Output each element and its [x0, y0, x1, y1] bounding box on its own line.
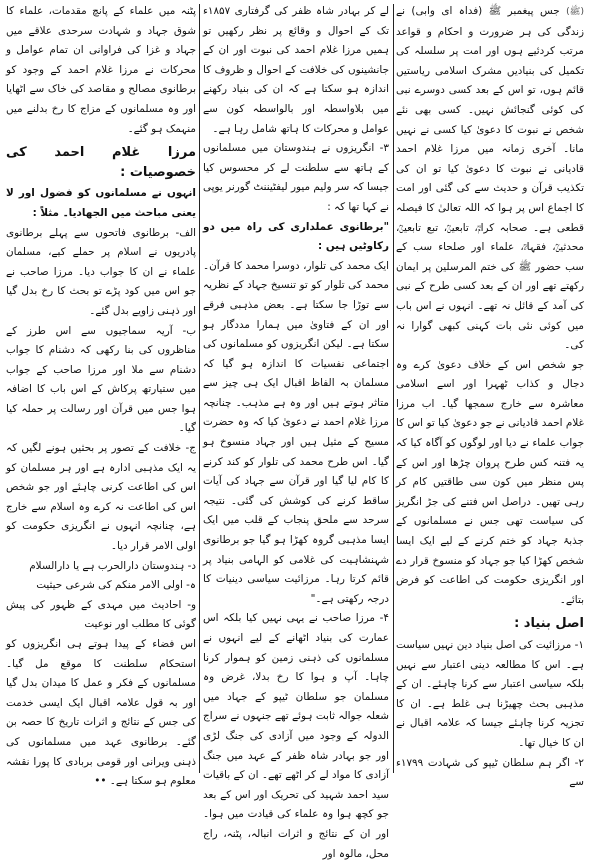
text-column-right — [396, 2, 584, 789]
paragraph: (ﷺ) جس پیغمبر ﷺ (فداہ ای وابی) نے زندگی کی ہر ضرورت و احکام و قواعد مرتب کردئیے ہوں اور امت پر سلسلہ کی تکمیل کی بنیادیں مشرک اسلامی ریاستیں قائم ہوں، تو اس کے بعد کسی دوسرے نبی کی کوئی گنجائش نہیں۔ کسی بھی نئے شخص نے نبوت کا دعویٰ کیا کسی نے نہیں مانا۔ آخری زمانہ میں مرزا غلام احمد قادیانی نے نبوت کا دعویٰ کیا تو ان کی تکذیب قرآن و حدیث سے کی گئی اور امت کا اجماع اس پر ہوا کہ اللہ تعالیٰ کا فیصلہ قطعی ہے۔ صحابہ کرامؓ، تابعینؒ، تبع تابعینؒ، محدثینؒ، فقہاءؒ، علماء اور صلحاء سب کے سب حضور ﷺ کی ختم المرسلین پر ایمان رکھتے تھے اور ان کے بعد کسی طرح کے نبی کی آمد کے قائل نہ تھے۔ انہوں نے اس باب میں کوئی نئی بات کہنی کبھی گوارا نہ کی۔ — [396, 5, 584, 352]
quotation: ایک محمد کی تلوار، دوسرا محمد کا قرآن۔ محمد کی تلوار کو تو تنسیخ جہاد کے نظریہ سے توڑا جا سکتا ہے۔ بعض مذہبی فرقے اور ان کے فتاویٰ میں ہمارا مددگار ہو سکتا ہے۔ لیکن انگریزوں کو مسلمانوں کی اجتماعی نفسیات کا اندازہ ہو گیا کہ مسلمان بہ الفاظ اقبال ایک ہی چیز سے متاثر ہوتے ہیں اور وہ ہے مذہب۔ چنانچہ مرزا غلام احمد نے دعویٰ کیا کہ وہ حضرت مسیح کے مثیل ہیں اور جہاد منسوخ ہو گیا۔ اس طرح محمد کی تلوار کو کند کرنے کا کام لیا گیا اور قرآن سے جہاد کی آیات ساقط کرنے کی کوشش کی گئی۔ نتیجہ سرحد سے ملحق پنجاب کے قلب میں ایک ایسا مذہبی گروہ کھڑا ہو گیا جو برطانوی شہنشاہیت کی غلامی کو الہامی بنیاد پر قائم کرتا رہا۔ مرزائیت سیاسی دینیات کا درجہ رکھتی ہے۔" — [203, 259, 389, 605]
text-column-left — [6, 2, 196, 788]
column-divider — [199, 4, 200, 773]
numbered-point: ۲- اگر ہم سلطان ٹیپو کی شہادت ۱۷۹۹ء سے — [396, 756, 584, 789]
paragraph: اس فضاء کے پیدا ہوتے ہی انگریزوں کو استحکام سلطنت کا موقع مل گیا۔ مسلمانوں کے فکر و عمل کا میدان بدل گیا اور بہ قول علامہ اقبال ایک ایسی خدمت کی جس کے نتائج و اثرات تاریخ کا حصہ بن گئے۔ برطانوی عہد میں مسلمانوں کی ذہنی ویرانی اور قومی بربادی کا پورا نقشہ معلوم ہو سکتا ہے۔ •• — [6, 638, 196, 788]
text-column-middle — [203, 2, 389, 860]
honorific-glyph: (ﷺ) — [566, 7, 584, 17]
numbered-point: ۴- مرزا صاحب نے یہی نہیں کیا بلکہ اس عمارت کی بنیاد اٹھانے کے لیے انہوں نے مسلمانوں کی ذہنی زمین کو ہموار کرنا چاہا۔ آپ و ہوا کا رخ بدلا، غرض وہ مسلمان جو سلطان ٹیپو کے جہاد میں شعلہ جوالہ ثابت ہوئے تھے جنہوں نے سراج الدولہ کے وجود میں آزادی کی جنگ لڑی اور جو بہادر شاہ ظفر کے عہد میں جنگ آزادی کا مواد لے کر اٹھے تھے۔ ان کے باقیات سید احمد شہید کی تحریک اور اس کے بعد جو کچھ ہوا وہ علماء کی قیادت میں ہوا۔ اور ان کے نتائج و اثرات انبالہ، پٹنہ، راج محل، مالوہ اور — [203, 612, 389, 860]
end-mark: •• — [94, 775, 107, 788]
lettered-item: د- ہندوستان دارالحرب ہے یا دارالسلام — [29, 559, 196, 572]
paragraph: جو شخص اس کے خلاف دعویٰ کرے وہ دجال و کذاب ٹھہرا اور اسے اسلامی معاشرہ سے خارج سمجھا گیا۔ اب مرزا غلام احمد قادیانی نے جو دعویٰ کیا تو اس کا جواب علماء نے دیا اور لوگوں کو آگاہ کیا کہ یہ فتنہ کس طرح پروان چڑھا اور اس کے پس منظر میں کون سی طاقتیں کام کر رہی تھیں۔ دراصل اس فتنے کی جڑ انگریز کی سیاست تھی جس نے مسلمانوں کے جذبۂ جہاد کو ختم کرنے کے لیے ایک ایسا شخص کھڑا کیا جو جہاد کو منسوخ قرار دے اور انگریزی حکومت کی اطاعت کو فرض بتائے۔ — [396, 358, 584, 606]
section-heading: اصل بنیاد : — [514, 616, 584, 632]
lettered-item: ہ- اولی الامر منکم کی شرعی حیثیت — [36, 579, 196, 592]
lettered-item: و- احادیث میں مہدی کے ظہور کی پیش گوئی کا مطلب اور نوعیت — [6, 598, 196, 631]
paragraph: پٹنہ میں علماء کے پانچ مقدمات، علماء کا شوق جہاد و شہادت سرحدی علاقے میں جہاد و غزا کی فراوانی ان تمام عوامل و محرکات نے مرزا غلام احمد کے وجود کو برطانوی مصالح و مقاصد کی خاک سے اٹھایا اور وہ مسلمانوں کے مزاج کا رخ بدلنے میں منہمک ہو گئے۔ — [6, 5, 196, 135]
paragraph: لے کر بہادر شاہ ظفر کی گرفتاری ۱۸۵۷ء تک کے احوال و وقائع پر نظر رکھیں تو ہمیں مرزا غلام احمد کی نبوت اور ان کے جانشینوں کی خلافت کے احوال و ظروف کا اندازہ ہو سکتا ہے کہ ان کی بنیاد رکھنے میں بلاواسطہ اور بالواسطہ کون سے عوامل و محرکات کا ہاتھ شامل رہا ہے۔ — [203, 5, 389, 135]
numbered-point: ۳- انگریزوں نے ہندوستان میں مسلمانوں کے ہاتھ سے سلطنت لے کر محسوس کیا جیسا کہ سر ولیم میور لیفٹیننٹ گورنر یوپی نے کہا تھا کہ : — [203, 142, 389, 213]
column-divider — [393, 4, 394, 773]
lettered-item: الف- برطانوی فاتحوں سے پہلے برطانوی پادریوں نے اسلام پر حملے کیے، مسلمان علماء نے ان کا جواب دیا۔ مرزا صاحب نے جو اس میں کود پڑے تو بحث کا رخ بدل گیا اور ذہنی زاویے بدل گئے۔ — [6, 226, 196, 317]
quote-intro: "برطانوی عملداری کی راہ میں دو رکاوٹیں ہیں : — [203, 220, 389, 253]
section-heading: مرزا غلام احمد کی خصوصیات : — [6, 145, 196, 180]
lettered-item: ب- آریہ سماجیوں سے اس طرز کے مناظروں کی بنا رکھی کہ دشنام کا جواب دشنام سے ملا اور مرزا صاحب کے جواب میں ستیارتھ پرکاش کے اس باب کا اضافہ ہوا جس میں قرآن اور رسالت پر حملہ کیا گیا۔ — [6, 324, 196, 435]
numbered-point: ۱- مرزائیت کی اصل بنیاد دین نہیں سیاست ہے۔ اس کا مطالعہ دینی اعتبار سے نہیں بلکہ سیاسی اعتبار سے کرنا چاہئے۔ ان کے مذہبی بحث چھیڑنا ہی غلط ہے۔ ان کا تجزیہ کرنا چاہئے جیسا کہ علامہ اقبال نے ان کا خیال تھا۔ — [396, 639, 584, 749]
lettered-item: ج- خلافت کے تصور پر بحثیں ہونے لگیں کہ یہ ایک مذہبی ادارہ ہے اور ہر مسلمان کو اس کی اطاعت کرنی چاہئے اور جو شخص اس کی اطاعت نہ کرے وہ اسلام سے خارج ہے، چنانچہ انہوں نے انگریزی حکومت کو اولی الامر قرار دیا۔ — [6, 442, 196, 553]
intro-line: انہوں نے مسلمانوں کو فضول اور لا یعنی مباحث میں الجھادیا۔ مثلاً : — [6, 187, 196, 219]
